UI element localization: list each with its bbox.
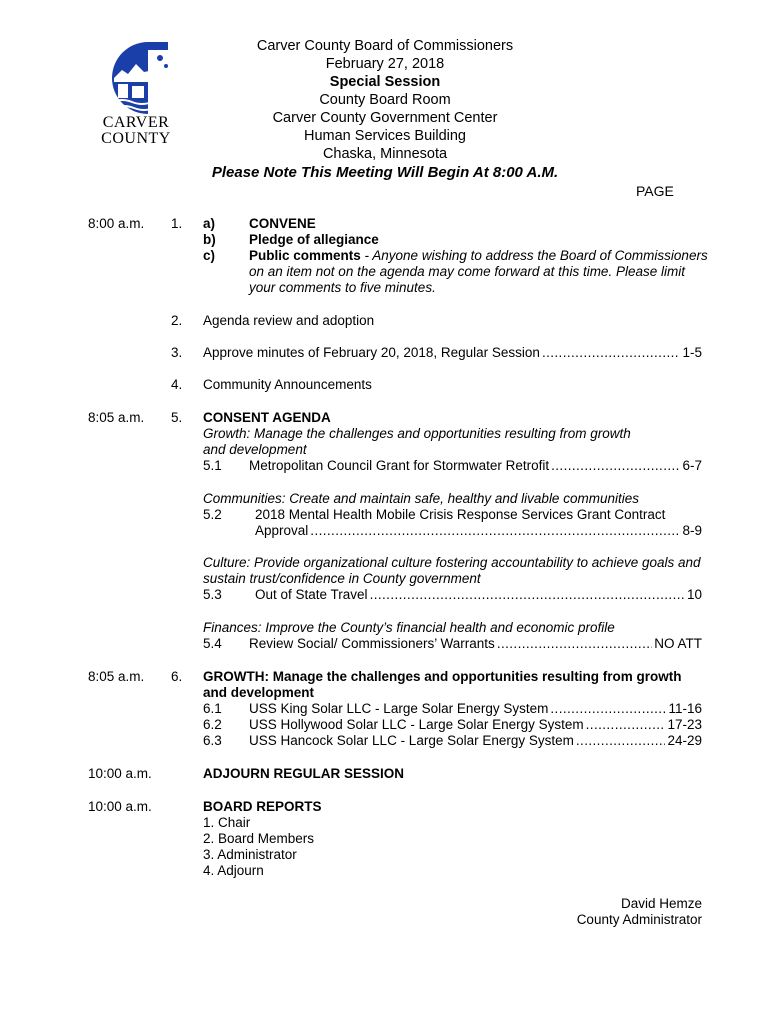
subitem-5-4 <box>249 636 702 651</box>
subitem-text: USS Hancock Solar LLC - Large Solar Energy System <box>249 733 574 748</box>
page-ref: NO ATT <box>654 636 702 651</box>
subitem-number: 5.3 <box>203 587 222 602</box>
item-number: 5. <box>171 410 183 425</box>
item-number: 2. <box>171 313 183 328</box>
public-comments-label: Public comments <box>249 248 361 263</box>
minutes-text: Approve minutes of February 20, 2018, Regular Session <box>203 345 540 360</box>
item-letter: b) <box>203 232 216 247</box>
page-ref: 1-5 <box>682 345 702 360</box>
meeting-date: February 27, 2018 <box>325 56 445 72</box>
subitem-text: USS King Solar LLC - Large Solar Energy System <box>249 701 549 716</box>
page-ref: 11-16 <box>668 701 702 716</box>
growth-title-2: and development <box>203 685 315 700</box>
subitem-number: 5.1 <box>203 458 222 473</box>
report-adjourn: 4. Adjourn <box>203 863 264 878</box>
subitem-text: Review Social/ Commissioners’ Warrants <box>249 636 495 651</box>
item-time: 10:00 a.m. <box>88 799 152 814</box>
subitem-number: 6.2 <box>203 717 222 732</box>
subitem-text: Out of State Travel <box>255 587 368 602</box>
growth-title: GROWTH: Manage the challenges and opportunities resulting from growth <box>203 669 682 684</box>
subitem-6-3 <box>249 733 702 748</box>
finances-goal: Finances: Improve the County’s financial health and economic profile <box>203 620 615 635</box>
page-ref: 17-23 <box>667 717 702 732</box>
page-ref: 8-9 <box>682 523 702 538</box>
item-letter: c) <box>203 248 216 263</box>
center-name: Carver County Government Center <box>272 110 498 126</box>
page-ref: 10 <box>686 587 702 602</box>
subitem-5-1 <box>249 458 702 473</box>
culture-goal: Culture: Provide organizational culture fostering accountability to achieve goals and <box>203 555 701 570</box>
subitem-text: USS Hollywood Solar LLC - Large Solar Energy System <box>249 717 584 732</box>
logo-text-carver: CARVER <box>102 114 170 131</box>
page-ref: 6-7 <box>682 458 702 473</box>
logo-text-county: COUNTY <box>101 130 171 147</box>
building-name: Human Services Building <box>304 128 466 144</box>
subitem-text: Metropolitan Council Grant for Stormwater Retrofit <box>249 458 550 473</box>
minutes-line <box>203 345 702 360</box>
consent-agenda-title: CONSENT AGENDA <box>203 410 331 425</box>
subitem-5-2 <box>255 523 702 538</box>
item-number: 6. <box>171 669 183 684</box>
subitem-text-2: Approval <box>255 523 309 538</box>
board-title: Carver County Board of Commissioners <box>256 38 514 54</box>
subitem-6-2 <box>249 717 702 732</box>
culture-goal-2: sustain trust/confidence in County government <box>203 571 481 586</box>
subitem-text: 2018 Mental Health Mobile Crisis Response Services Grant Contract <box>255 507 666 522</box>
administrator-name: David Hemze <box>620 896 702 911</box>
subitem-number: 6.3 <box>203 733 222 748</box>
item-number: 3. <box>171 345 183 360</box>
start-time-note: Please Note This Meeting Will Begin At 8:00 A.M. <box>211 164 559 181</box>
room-name: County Board Room <box>319 92 451 108</box>
session-type: Special Session <box>329 74 441 90</box>
growth-goal: Growth: Manage the challenges and opportunities resulting from growth <box>203 426 631 441</box>
public-comments-line <box>249 248 708 263</box>
item-time: 10:00 a.m. <box>88 766 152 781</box>
growth-goal-2: and development <box>203 442 307 457</box>
public-comments-desc: - Anyone wishing to address the Board of Commissioners <box>360 248 708 263</box>
item-time: 8:00 a.m. <box>88 216 145 231</box>
report-administrator: 3. Administrator <box>203 847 297 862</box>
item-time: 8:05 a.m. <box>88 669 145 684</box>
city-name: Chaska, Minnesota <box>322 146 448 162</box>
item-number: 1. <box>171 216 183 231</box>
adjourn-text: ADJOURN REGULAR SESSION <box>203 766 405 781</box>
subitem-5-3 <box>255 587 702 602</box>
pledge-text: Pledge of allegiance <box>249 232 379 247</box>
subitem-number: 5.4 <box>203 636 222 651</box>
page-ref: 24-29 <box>667 733 702 748</box>
public-comments-desc-3: your comments to five minutes. <box>249 280 436 295</box>
item-number: 4. <box>171 377 183 392</box>
administrator-title: County Administrator <box>576 912 702 927</box>
communities-goal: Communities: Create and maintain safe, healthy and livable communities <box>203 491 639 506</box>
subitem-number: 6.1 <box>203 701 222 716</box>
subitem-6-1 <box>249 701 702 716</box>
public-comments-desc-2: on an item not on the agenda may come forward at this time. Please limit <box>249 264 685 279</box>
board-reports-title: BOARD REPORTS <box>203 799 322 814</box>
report-chair: 1. Chair <box>203 815 251 830</box>
page-column-label: PAGE <box>636 183 674 199</box>
convene-text: CONVENE <box>249 216 316 231</box>
announcements-text: Community Announcements <box>203 377 372 392</box>
report-board-members: 2. Board Members <box>203 831 315 846</box>
subitem-number: 5.2 <box>203 507 222 522</box>
agenda-review-text: Agenda review and adoption <box>203 313 375 328</box>
item-time: 8:05 a.m. <box>88 410 145 425</box>
item-letter: a) <box>203 216 216 231</box>
